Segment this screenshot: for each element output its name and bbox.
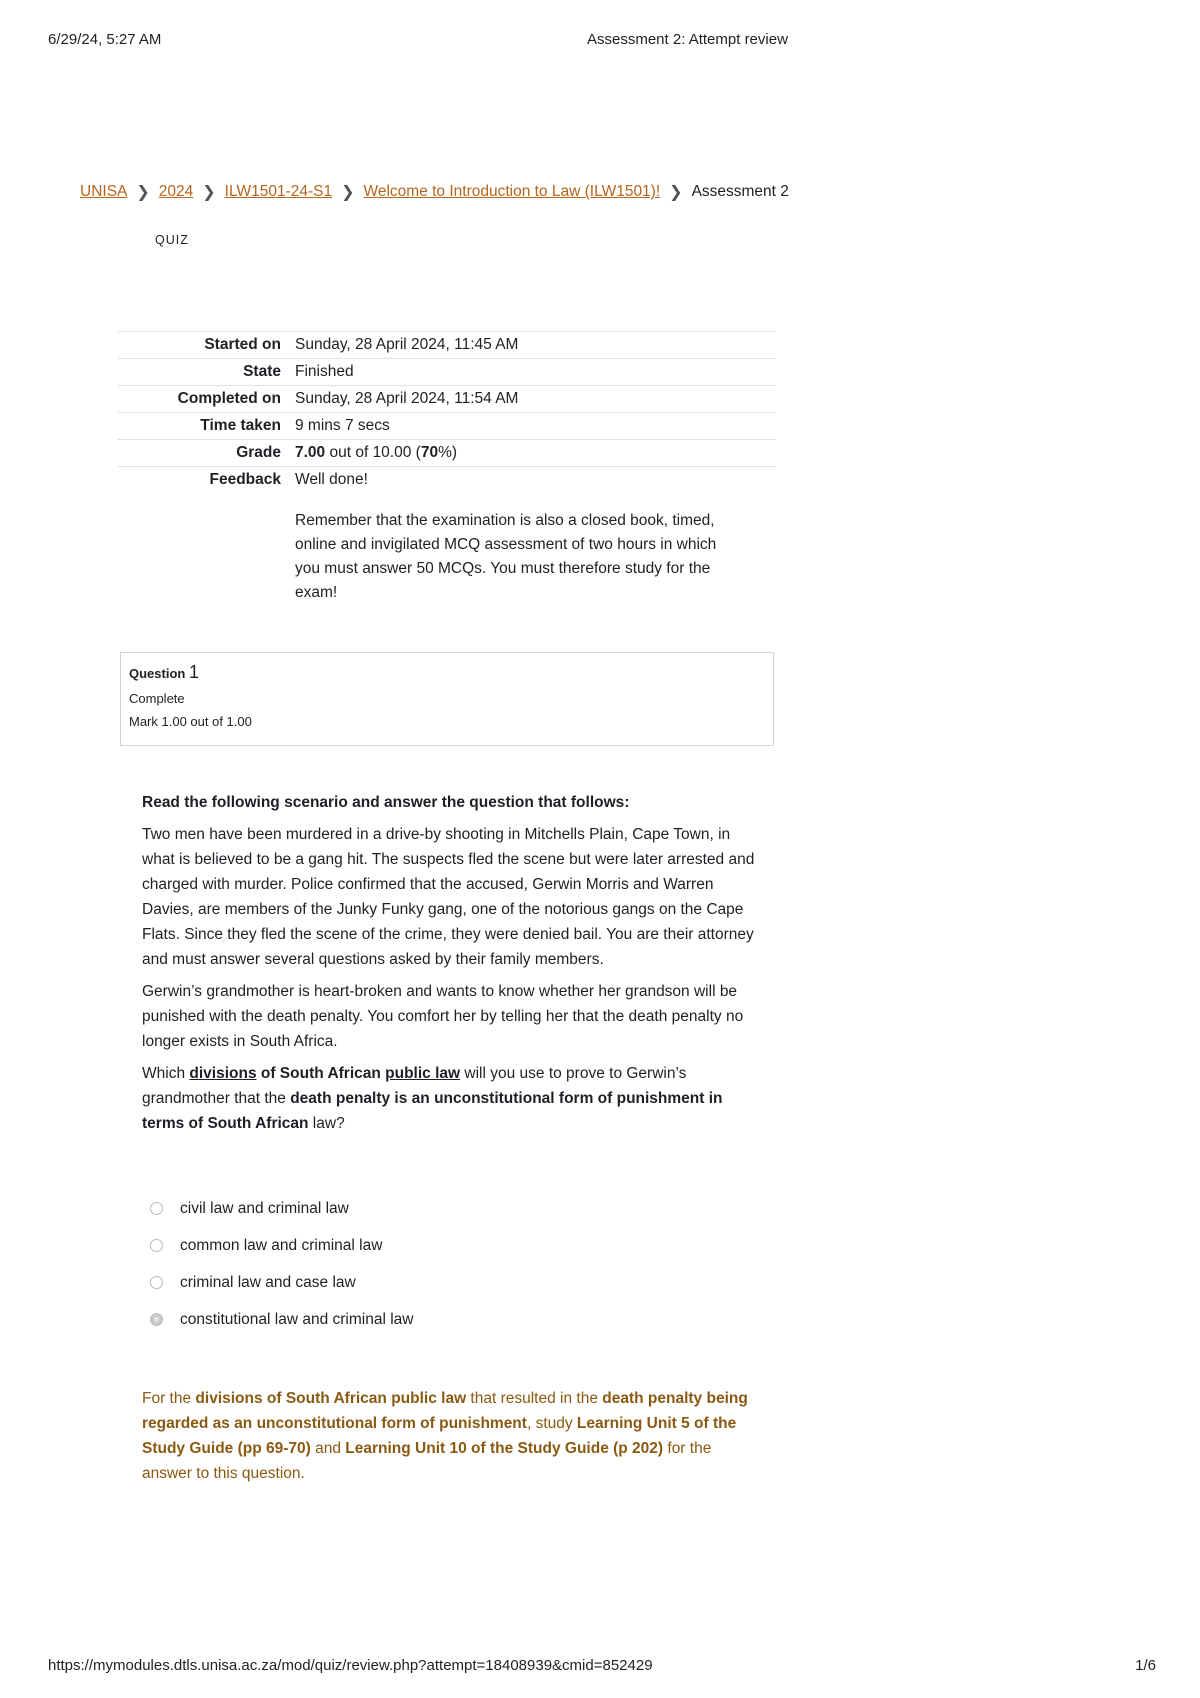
breadcrumb-course-section[interactable]: Welcome to Introduction to Law (ILW1501)! bbox=[363, 183, 661, 200]
question-label: Question bbox=[129, 666, 189, 681]
summary-row-completed bbox=[118, 386, 776, 413]
question-text bbox=[142, 790, 762, 1143]
feedback-bold: Learning Unit 5 of the Study Guide (pp 69-70) bbox=[142, 1415, 737, 1457]
feedback-bold: Learning Unit 10 of the Study Guide (p 202) bbox=[345, 1440, 664, 1457]
grade-percent-close: %) bbox=[438, 444, 458, 461]
answer-label: civil law and criminal law bbox=[180, 1199, 349, 1217]
print-title: Assessment 2: Attempt review bbox=[587, 31, 788, 48]
feedback-bold: death penalty being regarded as an unconstitutional form of punishment bbox=[142, 1390, 748, 1432]
answer-label: common law and criminal law bbox=[180, 1236, 383, 1254]
question-intro: Read the following scenario and answer the question that follows: bbox=[142, 794, 630, 811]
prompt-text-2: of South African bbox=[256, 1065, 386, 1082]
grade-label: Grade bbox=[236, 444, 281, 461]
answer-option-selected[interactable] bbox=[150, 1301, 413, 1338]
feedback-line-1: Well done! bbox=[295, 471, 368, 488]
question-number bbox=[129, 662, 765, 683]
feedback-text: For the bbox=[142, 1390, 196, 1407]
attempt-summary-table bbox=[118, 331, 776, 609]
chevron-right-icon: ❯ bbox=[136, 184, 150, 201]
prompt-divisions: divisions bbox=[189, 1065, 257, 1082]
feedback-value bbox=[292, 467, 776, 610]
prompt-bold: death penalty is an unconstitutional form of punishment in terms of South African bbox=[142, 1090, 723, 1132]
time-taken-value: 9 mins 7 secs bbox=[295, 417, 390, 434]
breadcrumb-2024[interactable]: 2024 bbox=[158, 183, 194, 200]
grade-out-of: out of 10.00 ( bbox=[325, 444, 421, 461]
state-label: State bbox=[243, 363, 281, 380]
chevron-right-icon: ❯ bbox=[669, 184, 683, 201]
feedback-text: , study bbox=[526, 1415, 577, 1432]
breadcrumb-unisa[interactable]: UNISA bbox=[80, 183, 128, 200]
completed-value: Sunday, 28 April 2024, 11:54 AM bbox=[295, 390, 519, 407]
feedback-bold: divisions of South African public law bbox=[195, 1390, 467, 1407]
activity-type-label: QUIZ bbox=[155, 233, 189, 247]
chevron-right-icon: ❯ bbox=[341, 184, 355, 201]
question-info-box bbox=[120, 652, 774, 746]
summary-row-time bbox=[118, 413, 776, 440]
grade-percent: 70 bbox=[420, 444, 439, 461]
summary-row-started bbox=[118, 332, 776, 359]
feedback-label: Feedback bbox=[209, 471, 281, 488]
question-number-value: 1 bbox=[188, 662, 199, 682]
question-status: Complete bbox=[129, 691, 185, 706]
answer-option[interactable] bbox=[150, 1227, 413, 1264]
prompt-text-4: law? bbox=[308, 1115, 345, 1132]
feedback-line-2: Remember that the examination is also a closed book, timed, online and invigilated MCQ assessment of two hours in which you must answer 50 MCQs. You must therefore study for the exam! bbox=[295, 512, 717, 601]
radio-button-selected[interactable] bbox=[150, 1313, 163, 1326]
prompt-text-1: Which bbox=[142, 1065, 190, 1082]
question-mark: Mark 1.00 out of 1.00 bbox=[129, 714, 252, 729]
answer-label: constitutional law and criminal law bbox=[180, 1310, 414, 1328]
started-label: Started on bbox=[204, 336, 281, 353]
feedback-text: and bbox=[310, 1440, 346, 1457]
breadcrumb-course-code[interactable]: ILW1501-24-S1 bbox=[224, 183, 333, 200]
prompt-public-law: public law bbox=[385, 1065, 461, 1082]
scenario-paragraph-1: Two men have been murdered in a drive-by shooting in Mitchells Plain, Cape Town, in what is believed to be a gang hit. The suspects fled the scene but were later arrested and charged with murder. Police confirmed that the accused, Gerwin Morris and Warren Davies, are members of the Junky Funky gang, one of the notorious gangs on the Cape Flats. Since they fled the scene of the crime, they were denied bail. You are their attorney and must answer several questions asked by their family members. bbox=[142, 826, 755, 968]
chevron-right-icon: ❯ bbox=[202, 184, 216, 201]
grade-value bbox=[292, 440, 776, 467]
answer-options bbox=[150, 1190, 413, 1338]
summary-row-state bbox=[118, 359, 776, 386]
print-url: https://mymodules.dtls.unisa.ac.za/mod/quiz/review.php?attempt=18408939&cmid=852429 bbox=[48, 1657, 653, 1674]
print-datetime: 6/29/24, 5:27 AM bbox=[48, 31, 162, 48]
answer-option[interactable] bbox=[150, 1264, 413, 1301]
radio-button[interactable] bbox=[150, 1276, 163, 1289]
state-value: Finished bbox=[295, 363, 354, 380]
completed-label: Completed on bbox=[177, 390, 281, 407]
summary-row-feedback bbox=[118, 467, 776, 610]
feedback-text: that resulted in the bbox=[466, 1390, 603, 1407]
breadcrumb-current: Assessment 2 bbox=[691, 183, 789, 200]
breadcrumb bbox=[80, 182, 789, 202]
answer-label: criminal law and case law bbox=[180, 1273, 356, 1291]
radio-button[interactable] bbox=[150, 1202, 163, 1215]
feedback-text: for the answer to this question. bbox=[142, 1440, 712, 1482]
time-taken-label: Time taken bbox=[200, 417, 281, 434]
radio-button[interactable] bbox=[150, 1239, 163, 1252]
started-value: Sunday, 28 April 2024, 11:45 AM bbox=[295, 336, 519, 353]
general-feedback bbox=[142, 1386, 762, 1486]
print-page-number: 1/6 bbox=[1135, 1657, 1156, 1674]
summary-row-grade bbox=[118, 440, 776, 467]
scenario-paragraph-2: Gerwin’s grandmother is heart-broken and wants to know whether her grandson will be punished with the death penalty. You comfort her by telling her that the death penalty no longer exists in South Africa. bbox=[142, 983, 744, 1050]
answer-option[interactable] bbox=[150, 1190, 413, 1227]
prompt-text-3: will you use to prove to Gerwin’s grandmother that the bbox=[142, 1065, 687, 1107]
grade-score: 7.00 bbox=[295, 444, 326, 461]
question-prompt bbox=[142, 1061, 762, 1136]
